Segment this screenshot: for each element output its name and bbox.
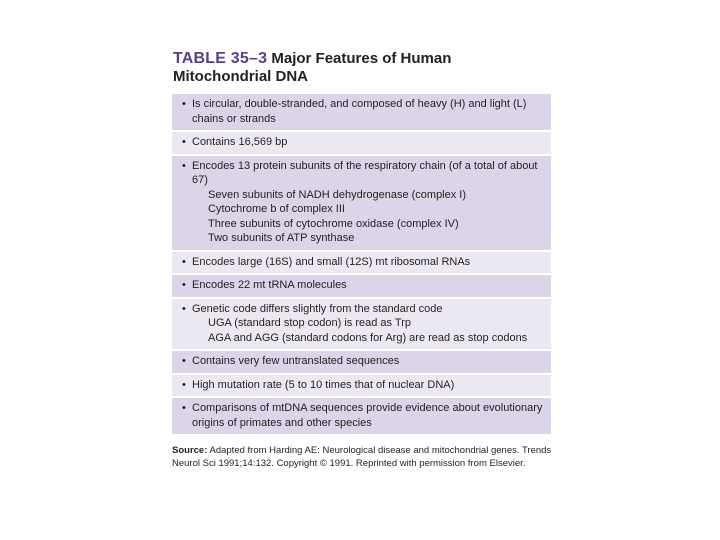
table-row: [172, 299, 551, 352]
table-heading-line1: Major Features of Human: [271, 50, 452, 67]
row-subitem: AGA and AGG (standard codons for Arg) are read as stop codons: [208, 331, 528, 344]
table-row: [172, 156, 551, 252]
table-number: TABLE 35–3: [173, 50, 268, 67]
row-text: Encodes large (16S) and small (12S) mt ribosomal RNAs: [192, 255, 471, 268]
table-block: [172, 50, 552, 470]
table-row: [172, 398, 551, 436]
row-text: High mutation rate (5 to 10 times that of nuclear DNA): [192, 378, 455, 391]
row-text: Contains very few untranslated sequences: [192, 355, 400, 367]
bullet-icon: •: [182, 98, 186, 110]
table-row: [172, 375, 551, 399]
row-text: Encodes 22 mt tRNA molecules: [192, 279, 347, 291]
table-row: [172, 275, 551, 299]
source-note: [172, 444, 552, 470]
bullet-icon: •: [182, 159, 186, 172]
table-title: [173, 50, 552, 86]
row-text: Contains 16,569 bp: [192, 136, 288, 148]
row-text: Genetic code differs slightly from the standard code: [192, 302, 443, 315]
row-subitem: UGA (standard stop codon) is read as Trp: [208, 317, 411, 329]
table-heading-line2: Mitochondrial DNA: [173, 68, 308, 85]
row-subitem: Two subunits of ATP synthase: [208, 232, 355, 244]
row-text: Encodes 13 protein subunits of the respiratory chain (of a total of about 67): [192, 159, 538, 186]
bullet-icon: •: [182, 279, 186, 291]
bullet-icon: •: [182, 255, 186, 268]
table-row: [172, 94, 551, 132]
source-label: Source:: [172, 445, 208, 456]
bullet-icon: •: [182, 355, 186, 367]
table-rows: [172, 94, 551, 436]
table-row: [172, 351, 551, 375]
source-text: Adapted from Harding AE: Neurological disease and mitochondrial genes. Trends Neurol Sci 1991;14:132. Copyright © 1991. Reprinted with permission from Elsevier.: [172, 445, 552, 469]
bullet-icon: •: [182, 136, 186, 148]
row-text: Is circular, double-stranded, and composed of heavy (H) and light (L) chains or strands: [192, 98, 527, 125]
row-subitem: Seven subunits of NADH dehydrogenase (complex I): [208, 188, 467, 201]
table-row: [172, 132, 551, 156]
bullet-icon: •: [182, 402, 186, 414]
row-subitem: Cytochrome b of complex III: [208, 203, 345, 215]
bullet-icon: •: [182, 378, 186, 391]
table-row: [172, 252, 551, 276]
row-subitem: Three subunits of cytochrome oxidase (complex IV): [208, 217, 459, 230]
row-text: Comparisons of mtDNA sequences provide evidence about evolutionary origins of primates and other species: [192, 402, 543, 429]
bullet-icon: •: [182, 302, 186, 315]
